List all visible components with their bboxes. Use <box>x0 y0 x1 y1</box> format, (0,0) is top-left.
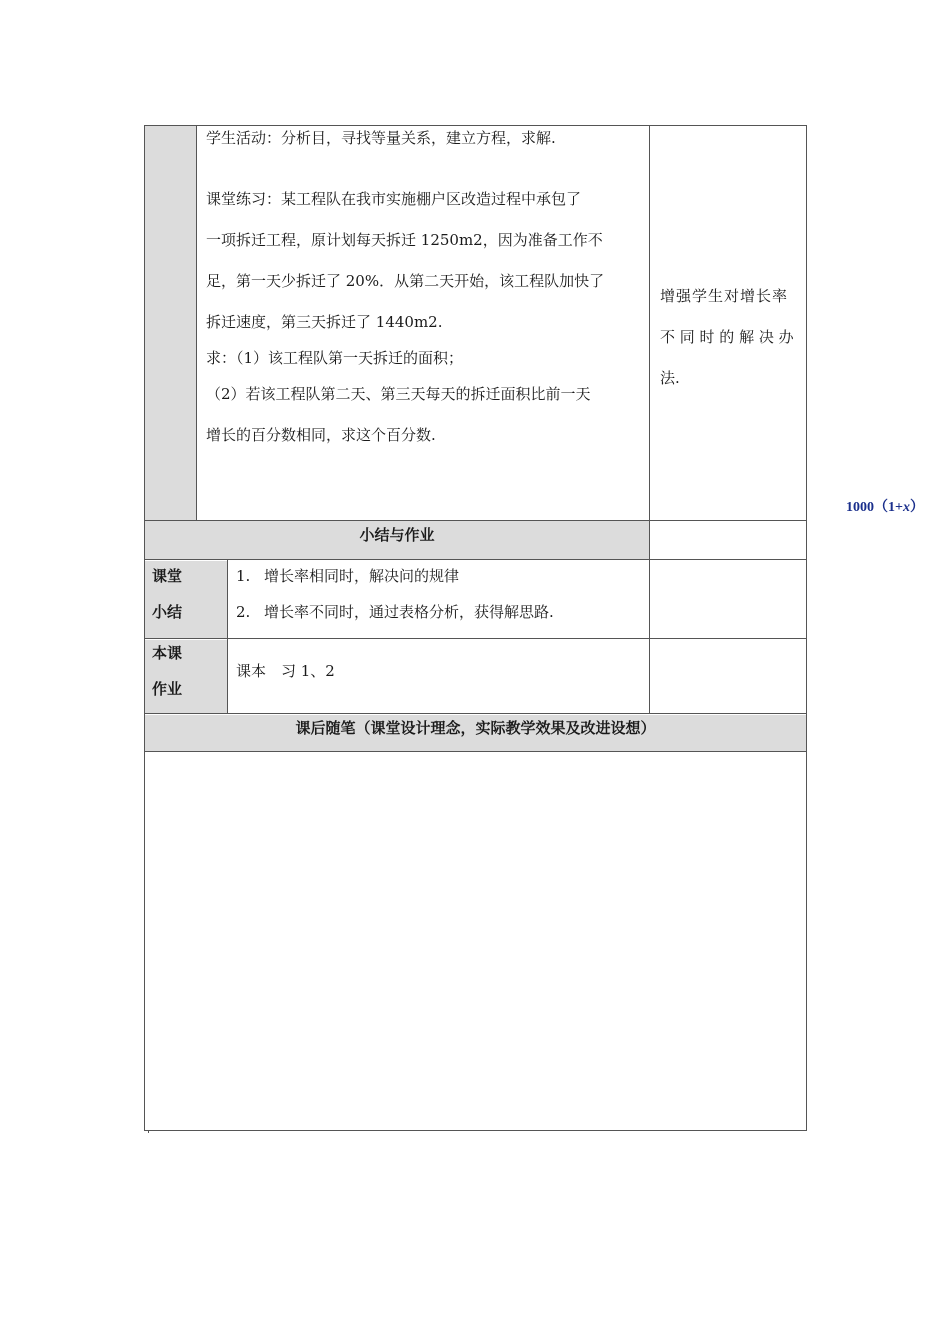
summary-item-number: 2. <box>236 603 251 621</box>
reflection-header: 课后随笔（课堂设计理念，实际教学效果及改进设想） <box>295 719 656 737</box>
left-label-cell <box>145 126 196 520</box>
table-border <box>144 638 807 639</box>
question-line: 增长的百分数相同，求这个百分数. <box>206 426 436 444</box>
table-border <box>144 559 807 560</box>
practice-line: 一项拆迁工程，原计划每天拆迁 1250m2，因为准备工作不 <box>206 231 603 249</box>
summary-item: 增长率相同时，解决问的规律 <box>264 567 460 585</box>
practice-line: 足，第一天少拆迁了 20%．从第二天开始，该工程队加快了 <box>206 272 605 290</box>
table-border <box>806 125 807 1131</box>
table-border <box>144 713 807 714</box>
table-border <box>196 125 197 521</box>
question-line: 求：（1）该工程队第一天拆迁的面积； <box>206 349 464 367</box>
practice-line: 课堂练习：某工程队在我市实施棚户区改造过程中承包了 <box>206 190 582 208</box>
design-note-line: 增强学生对增长率 <box>660 287 789 305</box>
design-note-line: 不 同 时 的 解 决 办 <box>660 328 794 346</box>
summary-item: 增长率不同时，通过表格分析，获得解思路. <box>264 603 554 621</box>
table-border <box>649 125 650 714</box>
table-border <box>144 520 807 521</box>
table-border <box>227 559 228 714</box>
summary-header: 小结与作业 <box>359 526 435 544</box>
summary-label: 课堂 <box>152 567 183 585</box>
table-border <box>144 125 145 1131</box>
question-line: （2）若该工程队第二天、第三天每天的拆迁面积比前一天 <box>206 385 591 403</box>
homework-text: 课本 习 1、2 <box>236 662 335 680</box>
practice-line: 拆迁速度，第三天拆迁了 1440m2. <box>206 313 443 331</box>
homework-label: 本课 <box>152 644 183 662</box>
homework-label: 作业 <box>152 680 183 698</box>
table-border <box>144 125 807 126</box>
activity-line: 学生活动：分析目，寻找等量关系，建立方程，求解. <box>206 129 556 147</box>
margin-formula: 1000（1+x） <box>846 500 924 515</box>
reflection-body[interactable] <box>146 753 805 1129</box>
table-border <box>144 751 807 752</box>
table-border <box>148 1130 149 1133</box>
summary-label: 小结 <box>152 603 183 621</box>
design-note-line: 法. <box>660 369 680 387</box>
summary-item-number: 1. <box>236 567 251 585</box>
table-border <box>144 1130 807 1131</box>
